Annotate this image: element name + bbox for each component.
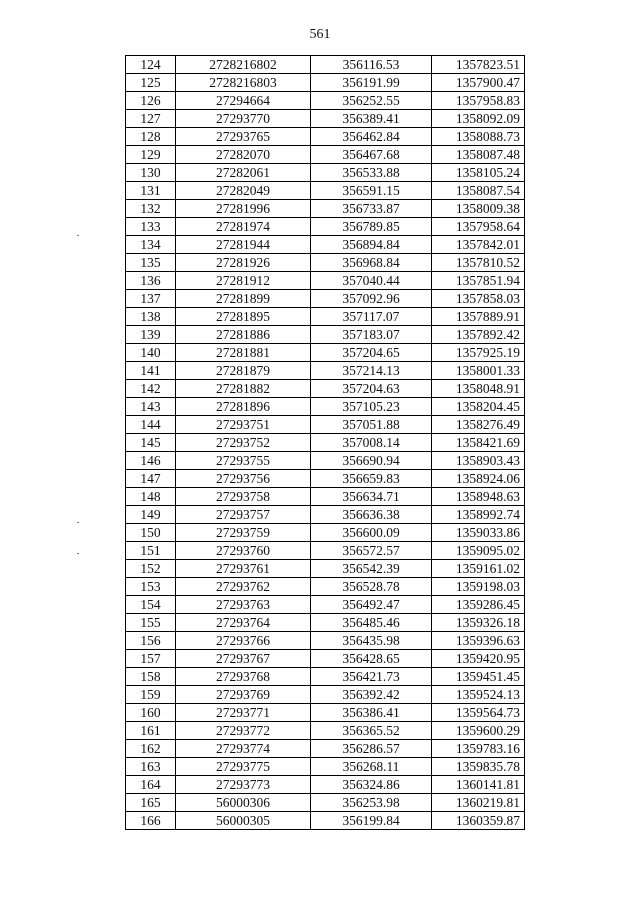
table-row (126, 740, 525, 758)
x-coordinate-cell: 357092.96 (311, 290, 432, 308)
x-coordinate-cell: 356392.42 (311, 686, 432, 704)
row-number-cell: 152 (126, 560, 176, 578)
y-coordinate-cell: 1358088.73 (432, 128, 525, 146)
x-coordinate-cell: 356733.87 (311, 200, 432, 218)
y-coordinate-cell: 1359396.63 (432, 632, 525, 650)
x-coordinate-cell: 356659.83 (311, 470, 432, 488)
x-coordinate-cell: 356116.53 (311, 56, 432, 74)
row-number-cell: 162 (126, 740, 176, 758)
table-row (126, 776, 525, 794)
table-row (126, 56, 525, 74)
row-number-cell: 139 (126, 326, 176, 344)
point-id-cell: 27293771 (176, 704, 311, 722)
y-coordinate-cell: 1359161.02 (432, 560, 525, 578)
row-number-cell: 146 (126, 452, 176, 470)
x-coordinate-cell: 357040.44 (311, 272, 432, 290)
y-coordinate-cell: 1357925.19 (432, 344, 525, 362)
x-coordinate-cell: 356286.57 (311, 740, 432, 758)
row-number-cell: 130 (126, 164, 176, 182)
x-coordinate-cell: 356324.86 (311, 776, 432, 794)
y-coordinate-cell: 1358992.74 (432, 506, 525, 524)
table-row (126, 704, 525, 722)
y-coordinate-cell: 1358948.63 (432, 488, 525, 506)
x-coordinate-cell: 356968.84 (311, 254, 432, 272)
y-coordinate-cell: 1359033.86 (432, 524, 525, 542)
row-number-cell: 144 (126, 416, 176, 434)
x-coordinate-cell: 356492.47 (311, 596, 432, 614)
y-coordinate-cell: 1358087.54 (432, 182, 525, 200)
point-id-cell: 27293757 (176, 506, 311, 524)
x-coordinate-cell: 356528.78 (311, 578, 432, 596)
y-coordinate-cell: 1360141.81 (432, 776, 525, 794)
row-number-cell: 157 (126, 650, 176, 668)
table-row (126, 650, 525, 668)
y-coordinate-cell: 1360359.87 (432, 812, 525, 830)
x-coordinate-cell: 357204.65 (311, 344, 432, 362)
x-coordinate-cell: 356462.84 (311, 128, 432, 146)
x-coordinate-cell: 356435.98 (311, 632, 432, 650)
table-row (126, 164, 525, 182)
y-coordinate-cell: 1357889.91 (432, 308, 525, 326)
x-coordinate-cell: 357051.88 (311, 416, 432, 434)
point-id-cell: 27293759 (176, 524, 311, 542)
point-id-cell: 27281882 (176, 380, 311, 398)
x-coordinate-cell: 356485.46 (311, 614, 432, 632)
table-row (126, 560, 525, 578)
point-id-cell: 27282061 (176, 164, 311, 182)
y-coordinate-cell: 1359564.73 (432, 704, 525, 722)
y-coordinate-cell: 1358903.43 (432, 452, 525, 470)
point-id-cell: 27282049 (176, 182, 311, 200)
table-row (126, 470, 525, 488)
page-number: 561 (309, 27, 331, 42)
row-number-cell: 133 (126, 218, 176, 236)
y-coordinate-cell: 1357810.52 (432, 254, 525, 272)
y-coordinate-cell: 1359524.13 (432, 686, 525, 704)
point-id-cell: 27293752 (176, 434, 311, 452)
row-number-cell: 135 (126, 254, 176, 272)
y-coordinate-cell: 1357851.94 (432, 272, 525, 290)
table-row (126, 488, 525, 506)
table-row (126, 524, 525, 542)
point-id-cell: 56000306 (176, 794, 311, 812)
row-number-cell: 126 (126, 92, 176, 110)
table-row (126, 110, 525, 128)
table-row (126, 200, 525, 218)
coordinates-table (125, 55, 525, 830)
y-coordinate-cell: 1359783.16 (432, 740, 525, 758)
row-number-cell: 141 (126, 362, 176, 380)
row-number-cell: 127 (126, 110, 176, 128)
y-coordinate-cell: 1359198.03 (432, 578, 525, 596)
table-row (126, 686, 525, 704)
y-coordinate-cell: 1358421.69 (432, 434, 525, 452)
row-number-cell: 125 (126, 74, 176, 92)
row-number-cell: 164 (126, 776, 176, 794)
point-id-cell: 27281879 (176, 362, 311, 380)
point-id-cell: 27281944 (176, 236, 311, 254)
x-coordinate-cell: 356467.68 (311, 146, 432, 164)
point-id-cell: 27281895 (176, 308, 311, 326)
point-id-cell: 27293751 (176, 416, 311, 434)
row-number-cell: 145 (126, 434, 176, 452)
x-coordinate-cell: 357214.13 (311, 362, 432, 380)
point-id-cell: 27281899 (176, 290, 311, 308)
x-coordinate-cell: 356252.55 (311, 92, 432, 110)
point-id-cell: 27281974 (176, 218, 311, 236)
row-number-cell: 156 (126, 632, 176, 650)
x-coordinate-cell: 357183.07 (311, 326, 432, 344)
row-number-cell: 142 (126, 380, 176, 398)
table-row (126, 596, 525, 614)
point-id-cell: 27281881 (176, 344, 311, 362)
row-number-cell: 159 (126, 686, 176, 704)
y-coordinate-cell: 1358048.91 (432, 380, 525, 398)
x-coordinate-cell: 356591.15 (311, 182, 432, 200)
table-row (126, 614, 525, 632)
x-coordinate-cell: 356365.52 (311, 722, 432, 740)
row-number-cell: 124 (126, 56, 176, 74)
y-coordinate-cell: 1357842.01 (432, 236, 525, 254)
x-coordinate-cell: 357008.14 (311, 434, 432, 452)
row-number-cell: 158 (126, 668, 176, 686)
point-id-cell: 27293755 (176, 452, 311, 470)
table-row (126, 794, 525, 812)
row-number-cell: 131 (126, 182, 176, 200)
x-coordinate-cell: 356386.41 (311, 704, 432, 722)
x-coordinate-cell: 356572.57 (311, 542, 432, 560)
table-row (126, 326, 525, 344)
table-row (126, 812, 525, 830)
table-row (126, 722, 525, 740)
point-id-cell: 27282070 (176, 146, 311, 164)
coordinates-table-body (126, 56, 525, 830)
scan-mark (77, 553, 79, 554)
point-id-cell: 27281912 (176, 272, 311, 290)
x-coordinate-cell: 356389.41 (311, 110, 432, 128)
table-row (126, 218, 525, 236)
table-row (126, 632, 525, 650)
table-row (126, 344, 525, 362)
point-id-cell: 27293774 (176, 740, 311, 758)
table-row (126, 506, 525, 524)
y-coordinate-cell: 1358204.45 (432, 398, 525, 416)
point-id-cell: 27293767 (176, 650, 311, 668)
scan-mark (77, 522, 79, 523)
y-coordinate-cell: 1357823.51 (432, 56, 525, 74)
table-row (126, 578, 525, 596)
row-number-cell: 161 (126, 722, 176, 740)
row-number-cell: 147 (126, 470, 176, 488)
x-coordinate-cell: 356636.38 (311, 506, 432, 524)
table-row (126, 92, 525, 110)
x-coordinate-cell: 356191.99 (311, 74, 432, 92)
table-row (126, 542, 525, 560)
x-coordinate-cell: 357105.23 (311, 398, 432, 416)
point-id-cell: 27293770 (176, 110, 311, 128)
x-coordinate-cell: 356894.84 (311, 236, 432, 254)
table-row (126, 668, 525, 686)
y-coordinate-cell: 1358009.38 (432, 200, 525, 218)
x-coordinate-cell: 357117.07 (311, 308, 432, 326)
table-row (126, 128, 525, 146)
x-coordinate-cell: 357204.63 (311, 380, 432, 398)
y-coordinate-cell: 1357892.42 (432, 326, 525, 344)
point-id-cell: 27293756 (176, 470, 311, 488)
table-row (126, 380, 525, 398)
x-coordinate-cell: 356600.09 (311, 524, 432, 542)
y-coordinate-cell: 1359326.18 (432, 614, 525, 632)
point-id-cell: 27293762 (176, 578, 311, 596)
point-id-cell: 56000305 (176, 812, 311, 830)
table-row (126, 452, 525, 470)
point-id-cell: 27281926 (176, 254, 311, 272)
y-coordinate-cell: 1357958.83 (432, 92, 525, 110)
row-number-cell: 136 (126, 272, 176, 290)
y-coordinate-cell: 1359835.78 (432, 758, 525, 776)
row-number-cell: 143 (126, 398, 176, 416)
y-coordinate-cell: 1358001.33 (432, 362, 525, 380)
row-number-cell: 154 (126, 596, 176, 614)
x-coordinate-cell: 356428.65 (311, 650, 432, 668)
row-number-cell: 155 (126, 614, 176, 632)
point-id-cell: 27293773 (176, 776, 311, 794)
row-number-cell: 150 (126, 524, 176, 542)
table-row (126, 758, 525, 776)
table-row (126, 398, 525, 416)
x-coordinate-cell: 356268.11 (311, 758, 432, 776)
row-number-cell: 160 (126, 704, 176, 722)
y-coordinate-cell: 1357858.03 (432, 290, 525, 308)
point-id-cell: 27293772 (176, 722, 311, 740)
x-coordinate-cell: 356789.85 (311, 218, 432, 236)
point-id-cell: 27293765 (176, 128, 311, 146)
table-row (126, 254, 525, 272)
point-id-cell: 27293760 (176, 542, 311, 560)
table-row (126, 182, 525, 200)
y-coordinate-cell: 1359600.29 (432, 722, 525, 740)
row-number-cell: 128 (126, 128, 176, 146)
table-row (126, 434, 525, 452)
row-number-cell: 129 (126, 146, 176, 164)
point-id-cell: 27281886 (176, 326, 311, 344)
point-id-cell: 27293763 (176, 596, 311, 614)
y-coordinate-cell: 1360219.81 (432, 794, 525, 812)
row-number-cell: 134 (126, 236, 176, 254)
x-coordinate-cell: 356253.98 (311, 794, 432, 812)
row-number-cell: 148 (126, 488, 176, 506)
x-coordinate-cell: 356634.71 (311, 488, 432, 506)
point-id-cell: 27293766 (176, 632, 311, 650)
row-number-cell: 166 (126, 812, 176, 830)
y-coordinate-cell: 1359420.95 (432, 650, 525, 668)
x-coordinate-cell: 356542.39 (311, 560, 432, 578)
scan-mark (77, 235, 79, 236)
table-row (126, 146, 525, 164)
x-coordinate-cell: 356199.84 (311, 812, 432, 830)
y-coordinate-cell: 1358092.09 (432, 110, 525, 128)
table-row (126, 416, 525, 434)
row-number-cell: 140 (126, 344, 176, 362)
table-row (126, 74, 525, 92)
x-coordinate-cell: 356533.88 (311, 164, 432, 182)
row-number-cell: 163 (126, 758, 176, 776)
row-number-cell: 137 (126, 290, 176, 308)
x-coordinate-cell: 356690.94 (311, 452, 432, 470)
y-coordinate-cell: 1359286.45 (432, 596, 525, 614)
y-coordinate-cell: 1358105.24 (432, 164, 525, 182)
row-number-cell: 153 (126, 578, 176, 596)
point-id-cell: 27293775 (176, 758, 311, 776)
row-number-cell: 165 (126, 794, 176, 812)
table-row (126, 236, 525, 254)
y-coordinate-cell: 1358924.06 (432, 470, 525, 488)
row-number-cell: 138 (126, 308, 176, 326)
point-id-cell: 27293758 (176, 488, 311, 506)
table-row (126, 272, 525, 290)
y-coordinate-cell: 1359095.02 (432, 542, 525, 560)
y-coordinate-cell: 1357900.47 (432, 74, 525, 92)
row-number-cell: 149 (126, 506, 176, 524)
y-coordinate-cell: 1359451.45 (432, 668, 525, 686)
point-id-cell: 27294664 (176, 92, 311, 110)
table-row (126, 290, 525, 308)
point-id-cell: 27293769 (176, 686, 311, 704)
y-coordinate-cell: 1358276.49 (432, 416, 525, 434)
point-id-cell: 27281996 (176, 200, 311, 218)
y-coordinate-cell: 1357958.64 (432, 218, 525, 236)
point-id-cell: 2728216803 (176, 74, 311, 92)
point-id-cell: 27281896 (176, 398, 311, 416)
y-coordinate-cell: 1358087.48 (432, 146, 525, 164)
x-coordinate-cell: 356421.73 (311, 668, 432, 686)
point-id-cell: 27293768 (176, 668, 311, 686)
point-id-cell: 27293761 (176, 560, 311, 578)
row-number-cell: 132 (126, 200, 176, 218)
point-id-cell: 27293764 (176, 614, 311, 632)
point-id-cell: 2728216802 (176, 56, 311, 74)
table-row (126, 362, 525, 380)
row-number-cell: 151 (126, 542, 176, 560)
table-row (126, 308, 525, 326)
